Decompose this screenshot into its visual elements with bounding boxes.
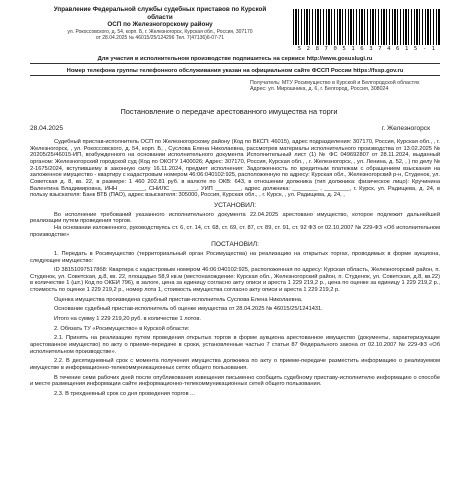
total-line: Итого на сумму 1 229 219,20 руб. в количестве 1 лотов. [54,316,201,323]
ustanovil-heading: УСТАНОВИЛ: [213,201,257,209]
gosuslugi-notice: Для участия в исполнительном производстве подпишитесь на сервисе http://www.gosuslugi.ru [30,56,440,64]
item-2-2-note: В течение семи рабочих дней после опубликования извещения письменно сообщить судебному приставу-исполнителю информацию о способе и месте размещения информации сайте информационно-телекоммуникационных сетей общего пользования. [30,374,440,388]
estimator-line: Оценка имущества произведена судебный пристав-исполнитель Суслова Елена Николаевна. [54,296,303,303]
item-1: 1. Передать в Росимущество (территориальный орган Росимущества) на реализацию на открытых торгах, проводимых в форме аукциона, следующее имущество: [30,250,440,264]
item-2-3: 2.3. В трехдневный срок со дня проведения торгов ... [54,391,195,397]
basis-paragraph: На основании изложенного, руководствуясь ст. 6, ст. 14, ст. 68, ст. 69, ст. 87, ст. 89, ст. 91, ст. 92 ФЗ от 02.10.2007 № 229-ФЗ «Об исполнительном производстве» [30,224,440,238]
document-title: Постановление о передаче арестованного имущества на торги [120,107,338,116]
item-2-2: 2.2. В десятидневный срок с момента получения имущества должника по акту о приеме-передаче разместить информацию о реализуемом имуществе в информационно-телекоммуникационных сетях общего пользования. [30,358,440,372]
issuer-header [30,6,290,41]
intro-paragraph: Судебный пристав-исполнитель ОСП по Железногорскому району (Код по ВКСП: 46015), адрес подразделения: 307170, Россия, Курская обл., , г. Железногорск, , ул. Рокоссовского, д. 54, корп. Б, , Суслова Елена Николаевна, рассмотрев материалы исполнительного производства от 13.02.2025 № 20205/25/46015-ИП, возбужденного на основании исполнительного документа Исполнительный лист (1) № ФС 049692807 от 28.11.2024, выданный органом: Железногорский городской суд (Код по ОКОГУ 1400026; Адрес: 307170, Россия, Курская обл., , г. Железногорск, , ул. Ленина, д. 52, , ) по делу № 2-1675/2024, вступившему в законную силу 16.11.2024, предмет исполнения: Задолженность по кредитным платежам с обращением взыскания на заложенное имущество - квартиру с кадастровым номером 46:06:040102:925, расположенную по адресу: Курская обл., Железногорский р-н, Студенок, ул. Советская д. 8, кв. 22, в размере: 1 460 202.81 руб. в валюте по ОКВ: 643, в отношении должника (тип должника: физическое лицо): Кручинина Валентина Владимировна, ИНН ________, СНИЛС ________, УИП ________, адрес должника: ________ , ________, г. Курск, ул. Радищева, д. 24, в пользу взыскателя: Банк ВТБ (ПАО), адрес взыскателя: 305000, Россия, Курская обл., , г. Курск, , ул. Радищева, д. 24, , [30,139,440,199]
document-date: 28.04.2025 [30,125,64,132]
issuer-department: ОСП по Железногорскому району [107,21,213,29]
document-body [30,139,440,398]
postanovil-heading: ПОСТАНОВИЛ: [211,241,259,249]
phone-notice: Номер телефона группы телефонного обслуживания указан на официальном сайте ФССП России https://fssp.gov.ru [30,68,440,76]
document-city: г. Железногорск [381,125,430,132]
ustanovil-paragraph: Во исполнение требований указанного исполнительного документа 22.04.2025 арестовано имущество, которое подлежит дальнейшей реализации путем проведения торгов. [30,211,440,225]
item-2: 2. Обязать ТУ «Росимущество» в Курской области: [54,325,190,332]
property-description: ID 381510975178б8: Квартира с кадастровым номером 46:06:040102:925, расположенная по адресу: Курская область, Железногорский район, п. Студенок, ул. Советская, д.8, кв. 22, площадью 58,9 кв.м (местонахождение: Курская обл., Железногорский район, п. Студенок, ул. Советская, д.8, кв.22) в количестве 1 (шт.) Код по ОКЕИ 796), в залоге, цена за единицу согласно акту описи и ареста 1 229 219,2 р., цена по оценке за единицу 1 229 219,2 р., стоимость по оценке 1 229 219,2 р., номер лота 1, стоимость имущества согласно акту описи и ареста 1 229 219,2 р. [30,267,440,294]
recipient-block [250,80,446,93]
estimate-basis-line: Основание судебный пристав-исполнитель об оценке имущества от 28.04.2025 № 46015/25/1241431. [54,306,323,313]
issuer-address: ул. Рокоссовского, д. 54, корп. Б, г. Железногорск, Курская обл., Россия, 307170 [67,28,253,35]
barcode [293,9,441,45]
barcode-number: 5 2 8 7 0 5 1 6 3 7 4 6 1 5 - 1 [297,46,437,52]
item-2-1: 2.1. Принять на реализацию путем проведения открытых торгов в форме аукциона арестованное имущество (документы, характеризующие арестованное имущество) по акту о приеме-передаче в сроки, установленные частью 7 статьи 87 Федерального закона от 02.10.2007 № 229-ФЗ «Об исполнительном производстве». [30,335,440,355]
issuer-reference: от 28.04.2025 № 46015/25/124296 Тел. 7(47136)6-07-71 [95,34,225,41]
issuer-org-line1: Управление Федеральной службы судебных приставов по Курской [53,6,267,13]
recipient-address: Адрес: ул. Мирошника, д. 6, г. Белгород, Россия, 308024 [250,86,389,93]
issuer-org-line2: области [147,13,173,21]
recipient-name: Получатель: МТУ Росимущество в Курской и Белгородской областях [250,80,420,86]
